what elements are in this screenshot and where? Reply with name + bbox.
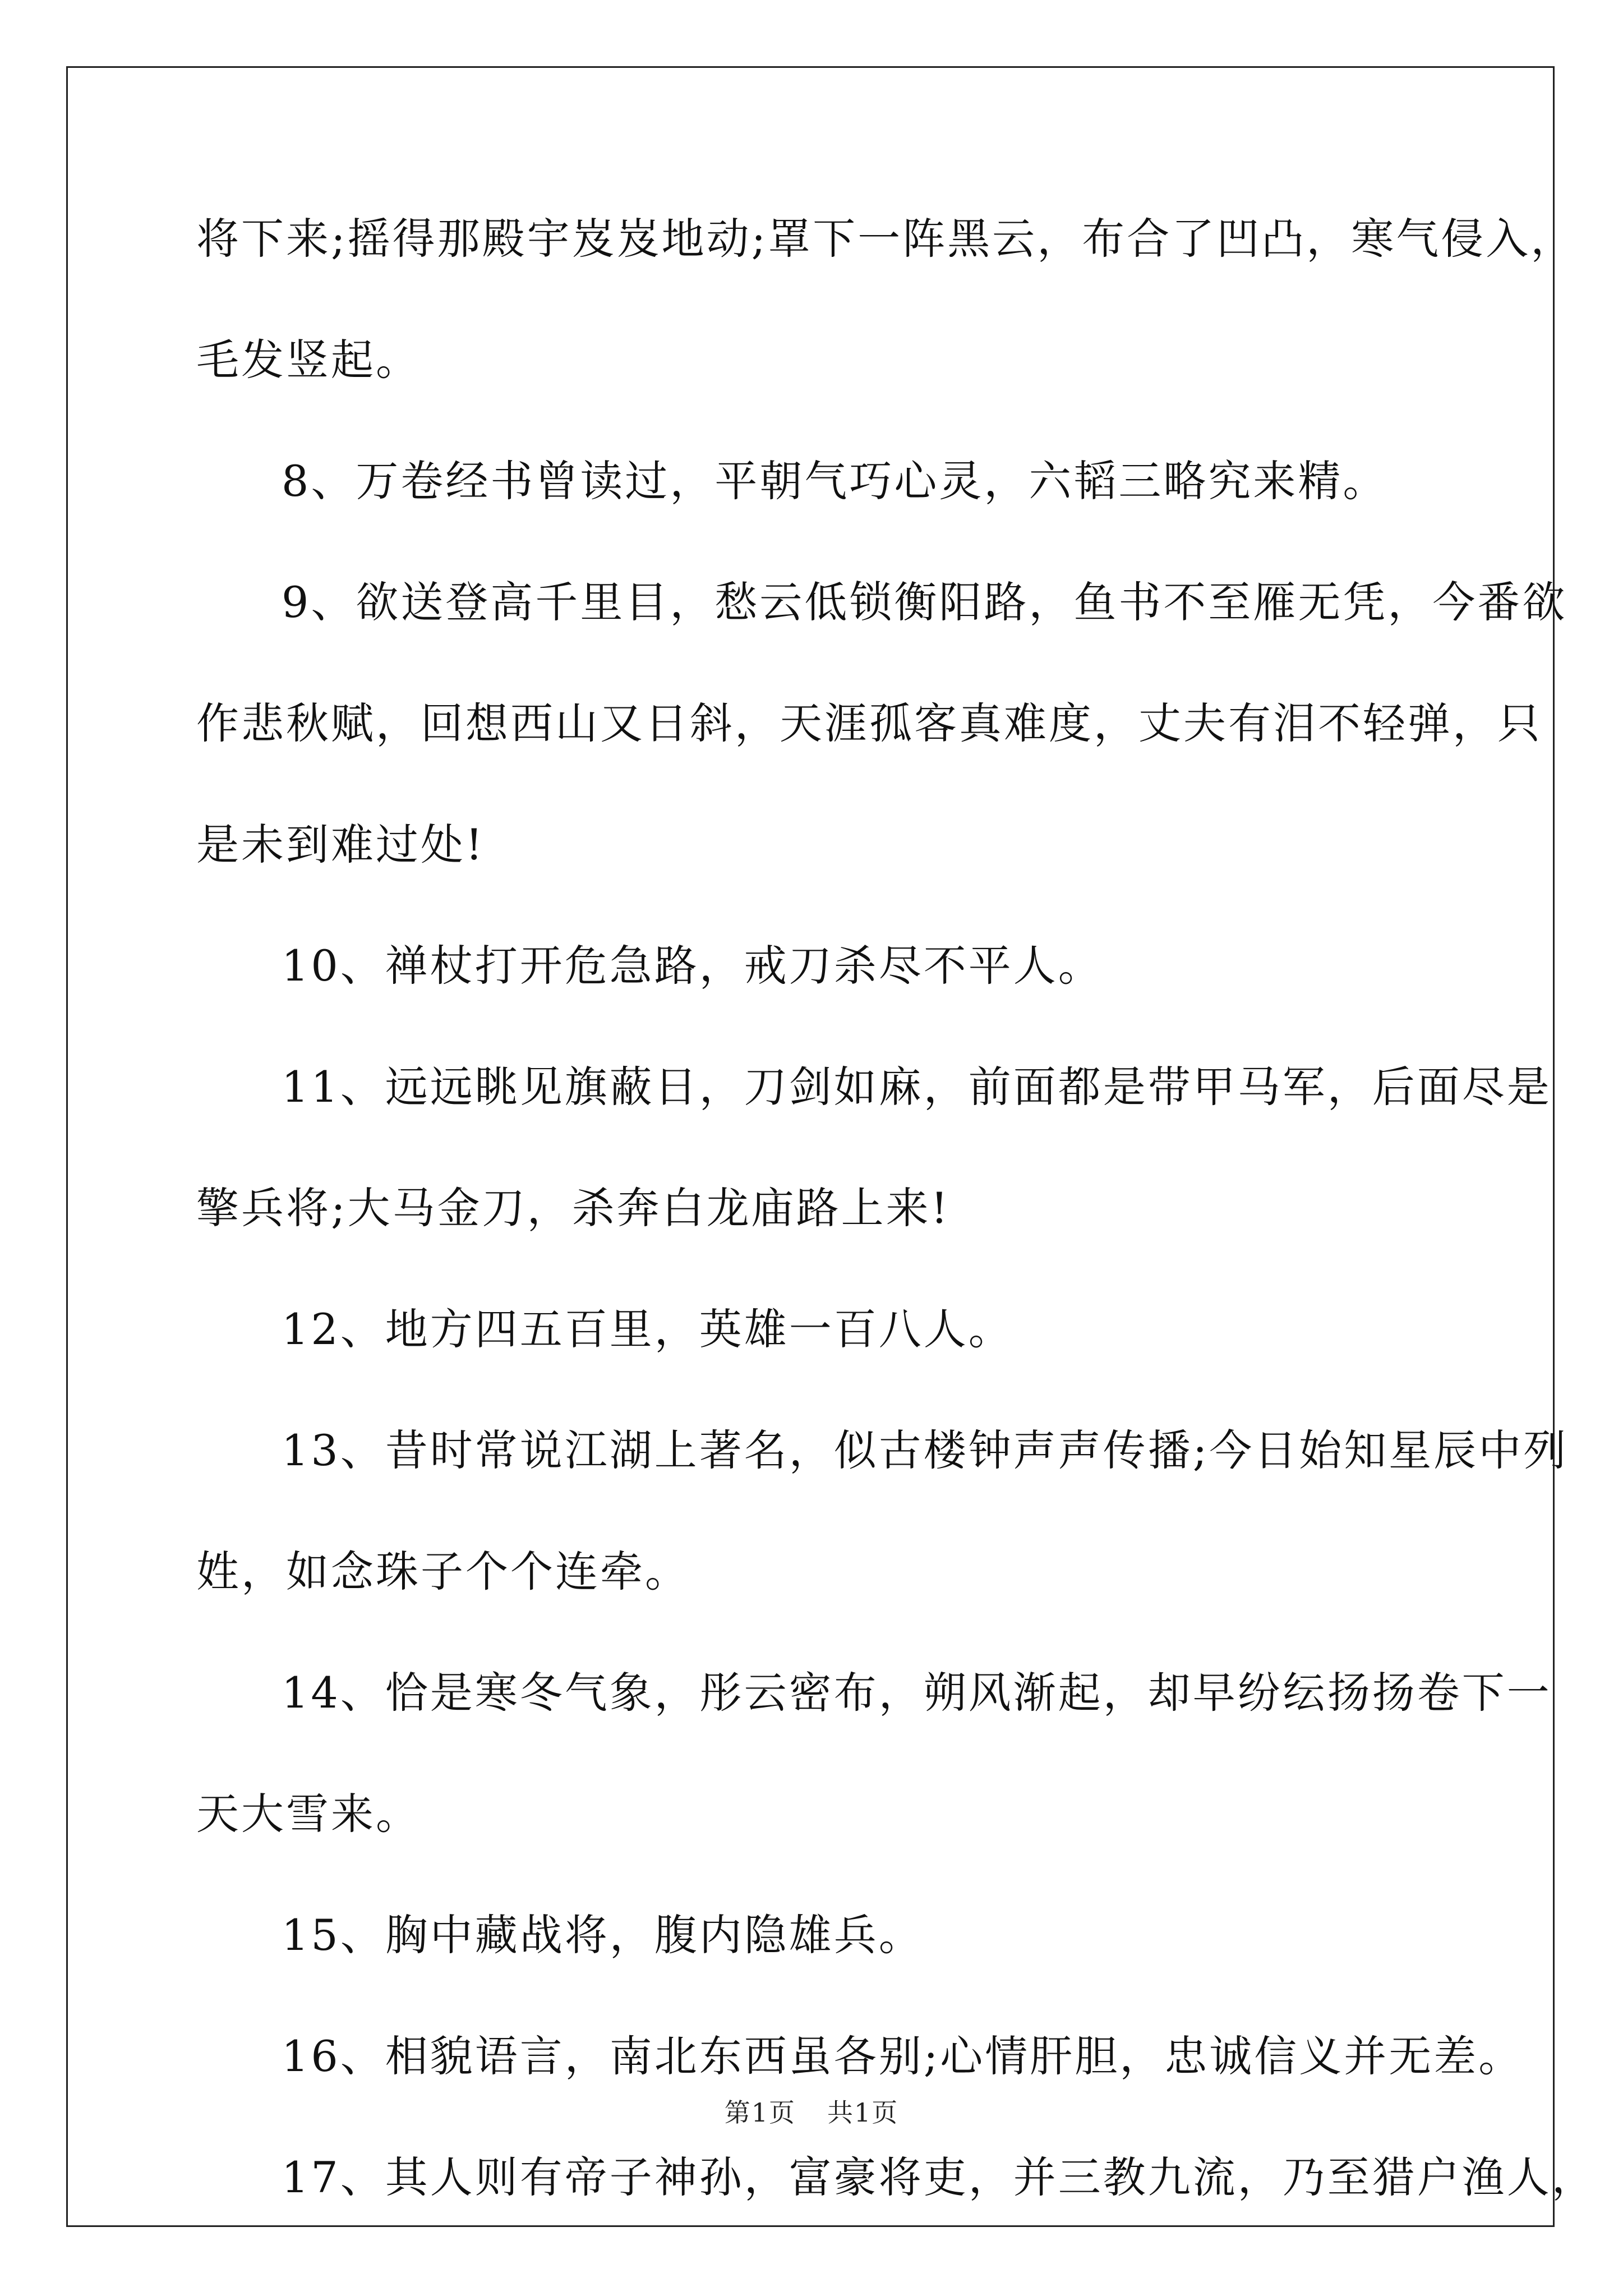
- text-line: 15、胸中藏战将，腹内隐雄兵。: [282, 1910, 924, 1960]
- text-line: 9、欲送登高千里目，愁云低锁衡阳路，鱼书不至雁无凭，今番欲: [282, 577, 1567, 627]
- text-line: 作悲秋赋，回想西山又日斜，天涯孤客真难度，丈夫有泪不轻弹，只: [196, 698, 1542, 748]
- text-line: 11、远远眺见旗蔽日，刀剑如麻，前面都是带甲马军，后面尽是: [282, 1062, 1552, 1112]
- text-line: 将下来;摇得那殿宇岌岌地动;罩下一阵黑云，布合了凹凸，寒气侵入，: [196, 214, 1576, 264]
- text-line: 16、相貌语言，南北东西虽各别;心情肝胆，忠诚信义并无差。: [282, 2031, 1524, 2081]
- document-body: [196, 208, 1597, 2267]
- text-line: 毛发竖起。: [196, 335, 421, 385]
- text-line: 天大雪来。: [196, 1789, 421, 1839]
- text-line: 姓，如念珠子个个连牵。: [196, 1547, 690, 1596]
- text-line: 是未到难过处!: [196, 820, 485, 869]
- text-line: 14、恰是寒冬气象，彤云密布，朔风渐起，却早纷纭扬扬卷下一: [282, 1668, 1552, 1718]
- text-line: 10、禅杖打开危急路，戒刀杀尽不平人。: [282, 941, 1103, 991]
- page-total: 共1页: [827, 2097, 899, 2128]
- text-line: 擎兵将;大马金刀，杀奔白龙庙路上来!: [196, 1183, 951, 1233]
- text-line: 17、其人则有帝子神孙，富豪将吏，并三教九流，乃至猎户渔人，: [282, 2152, 1597, 2202]
- page-number: 第1页: [724, 2097, 796, 2128]
- page-footer: [0, 2092, 1623, 2129]
- text-line: 8、万卷经书曾读过，平朝气巧心灵，六韬三略究来精。: [282, 456, 1388, 506]
- text-line: 13、昔时常说江湖上著名，似古楼钟声声传播;今日始知星辰中列: [282, 1425, 1569, 1475]
- text-line: 12、地方四五百里，英雄一百八人。: [282, 1304, 1013, 1354]
